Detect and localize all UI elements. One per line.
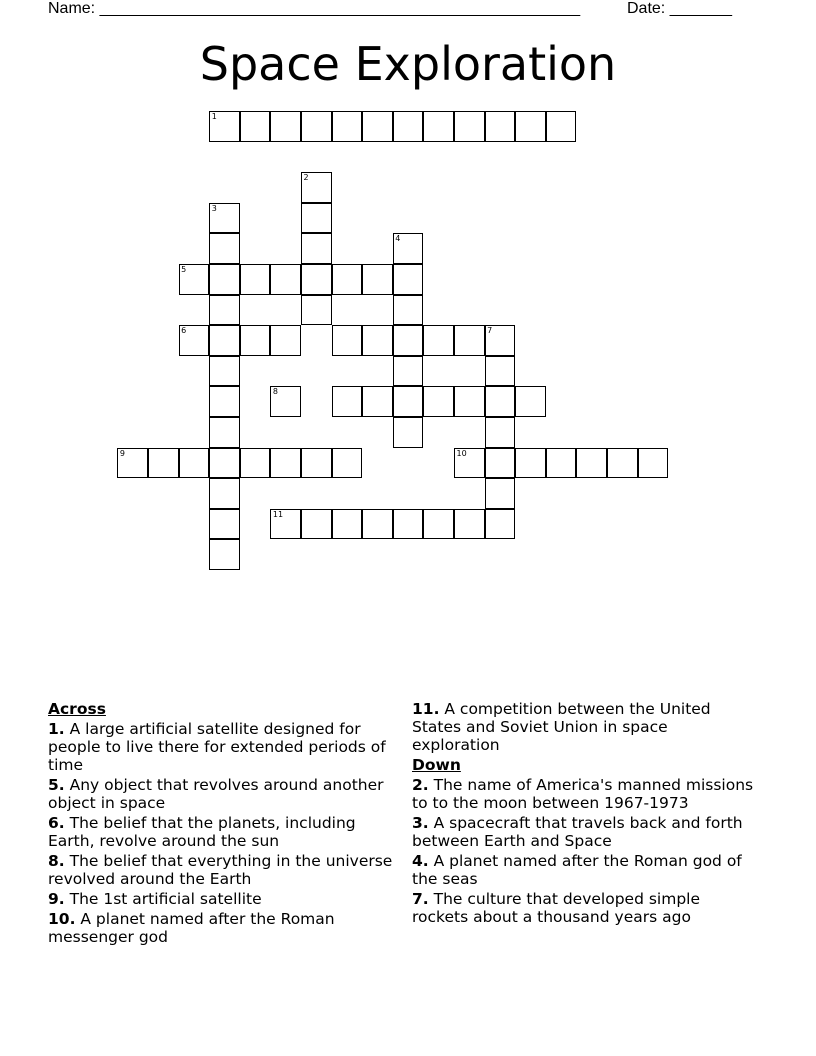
cell-number: 3	[211, 203, 217, 213]
cell-number: 5	[181, 265, 187, 274]
crossword-cell[interactable]	[332, 509, 363, 540]
clue-text: The culture that developed simple rockets about a thousand years ago	[412, 890, 700, 926]
crossword-cell[interactable]	[179, 448, 210, 479]
crossword-cell[interactable]	[270, 448, 301, 479]
clue-text: A planet named after the Roman god of the seas	[412, 852, 742, 888]
clue-across-11	[412, 700, 757, 754]
crossword-cell[interactable]	[209, 539, 240, 570]
crossword-cell[interactable]	[362, 386, 393, 417]
cell-number: 9	[119, 448, 125, 458]
clue-across-9	[48, 890, 393, 908]
crossword-cell[interactable]	[485, 356, 516, 387]
cell-number: 7	[487, 326, 493, 336]
clue-number: 4.	[412, 852, 429, 870]
crossword-cell[interactable]	[209, 478, 240, 509]
crossword-cell[interactable]	[362, 325, 393, 356]
clue-text: A planet named after the Roman messenger god	[48, 910, 335, 946]
across-heading: Across	[48, 700, 106, 718]
crossword-cell[interactable]	[393, 233, 424, 264]
crossword-cell[interactable]	[393, 111, 424, 142]
crossword-cell[interactable]	[362, 264, 393, 295]
clue-number: 10.	[48, 910, 76, 928]
crossword-cell[interactable]	[546, 111, 577, 142]
clue-number: 8.	[48, 852, 65, 870]
crossword-cell[interactable]	[270, 264, 301, 295]
clue-number: 9.	[48, 890, 65, 908]
clue-text: Any object that revolves around another object in space	[48, 776, 384, 812]
crossword-cell[interactable]	[393, 356, 424, 387]
crossword-cell[interactable]	[240, 111, 271, 142]
cell-number: 1	[211, 112, 217, 121]
crossword-cell[interactable]	[515, 386, 546, 417]
clue-text: A spacecraft that travels back and forth between Earth and Space	[412, 814, 743, 850]
crossword-cell[interactable]	[393, 295, 424, 326]
crossword-cell[interactable]	[485, 509, 516, 540]
crossword-cell[interactable]	[423, 386, 454, 417]
clue-number: 11.	[412, 700, 440, 718]
crossword-cell[interactable]	[301, 233, 332, 264]
crossword-cell[interactable]	[485, 386, 516, 417]
crossword-cell[interactable]	[638, 448, 669, 479]
cell-number: 6	[181, 326, 187, 336]
crossword-cell[interactable]	[270, 386, 301, 417]
crossword-cell[interactable]	[423, 325, 454, 356]
clues-left-column	[48, 700, 393, 948]
crossword-cell[interactable]	[362, 509, 393, 540]
crossword-cell[interactable]	[301, 203, 332, 234]
crossword-cell[interactable]	[301, 111, 332, 142]
crossword-cell[interactable]	[209, 417, 240, 448]
clue-number: 2.	[412, 776, 429, 794]
clue-across-10	[48, 910, 393, 946]
crossword-cell[interactable]	[485, 478, 516, 509]
crossword-cell[interactable]	[485, 111, 516, 142]
clue-number: 6.	[48, 814, 65, 832]
cell-number: 10	[456, 448, 467, 458]
crossword-cell[interactable]	[332, 386, 363, 417]
cell-number: 4	[395, 234, 401, 244]
crossword-cell[interactable]	[209, 203, 240, 234]
crossword-cell[interactable]	[576, 448, 607, 479]
date-field-label[interactable]: Date: _______	[627, 0, 732, 17]
clue-down-7	[412, 890, 757, 926]
crossword-cell[interactable]	[423, 111, 454, 142]
clue-number: 5.	[48, 776, 65, 794]
crossword-cell[interactable]	[209, 356, 240, 387]
crossword-cell[interactable]	[515, 111, 546, 142]
crossword-cell[interactable]	[209, 509, 240, 540]
crossword-cell[interactable]	[332, 325, 363, 356]
crossword-cell[interactable]	[301, 264, 332, 295]
crossword-cell[interactable]	[270, 325, 301, 356]
crossword-cell[interactable]	[209, 386, 240, 417]
clue-number: 3.	[412, 814, 429, 832]
page-title: Space Exploration	[199, 37, 617, 91]
crossword-cell[interactable]	[332, 264, 363, 295]
crossword-cell[interactable]	[393, 417, 424, 448]
crossword-cell[interactable]	[209, 111, 240, 142]
crossword-cell[interactable]	[423, 509, 454, 540]
crossword-cell[interactable]	[332, 111, 363, 142]
crossword-cell[interactable]	[546, 448, 577, 479]
crossword-cell[interactable]	[240, 325, 271, 356]
crossword-cell[interactable]	[485, 417, 516, 448]
crossword-cell[interactable]	[301, 295, 332, 326]
crossword-cell[interactable]	[148, 448, 179, 479]
clue-text: The belief that everything in the universe revolved around the Earth	[48, 852, 393, 888]
crossword-cell[interactable]	[209, 295, 240, 326]
crossword-cell[interactable]	[209, 264, 240, 295]
clue-text: A large artificial satellite designed for people to live there for extended periods of time	[48, 720, 386, 774]
crossword-cell[interactable]	[332, 448, 363, 479]
clue-text: The 1st artificial satellite	[64, 890, 262, 908]
crossword-cell[interactable]	[117, 448, 148, 479]
clue-across-5	[48, 776, 393, 812]
cell-number: 2	[303, 173, 309, 183]
crossword-cell[interactable]	[209, 325, 240, 356]
clue-across-1	[48, 720, 393, 774]
clue-across-8	[48, 852, 393, 888]
crossword-cell[interactable]	[301, 509, 332, 540]
crossword-cell[interactable]	[270, 509, 301, 540]
crossword-cell[interactable]	[393, 509, 424, 540]
crossword-cell[interactable]	[485, 325, 516, 356]
crossword-cell[interactable]	[454, 325, 485, 356]
crossword-cell[interactable]	[301, 448, 332, 479]
down-heading: Down	[412, 756, 461, 774]
crossword-cell[interactable]	[485, 448, 516, 479]
crossword-cell[interactable]	[393, 386, 424, 417]
crossword-cell[interactable]	[209, 448, 240, 479]
crossword-cell[interactable]	[454, 509, 485, 540]
crossword-cell[interactable]	[179, 264, 210, 295]
crossword-cell[interactable]	[179, 325, 210, 356]
crossword-cell[interactable]	[607, 448, 638, 479]
clue-across-6	[48, 814, 393, 850]
crossword-cell[interactable]	[454, 111, 485, 142]
crossword-cell[interactable]	[301, 172, 332, 203]
clue-number: 1.	[48, 720, 65, 738]
clue-text: A competition between the United States and Soviet Union in space exploration	[412, 700, 711, 754]
crossword-cell[interactable]	[362, 111, 393, 142]
crossword-cell[interactable]	[270, 111, 301, 142]
clues-right-column	[412, 700, 757, 928]
crossword-cell[interactable]	[240, 264, 271, 295]
clue-down-3	[412, 814, 757, 850]
clue-down-4	[412, 852, 757, 888]
cell-number: 11	[272, 509, 284, 519]
crossword-cell[interactable]	[240, 448, 271, 479]
clue-down-2	[412, 776, 757, 812]
crossword-cell[interactable]	[454, 448, 485, 479]
cell-number: 8	[272, 387, 278, 397]
crossword-cell[interactable]	[209, 233, 240, 264]
crossword-cell[interactable]	[393, 264, 424, 295]
clue-text: The belief that the planets, including Earth, revolve around the sun	[48, 814, 356, 850]
clue-text: The name of America's manned missions to to the moon between 1967-1973	[412, 776, 754, 812]
clue-number: 7.	[412, 890, 429, 908]
crossword-cell[interactable]	[454, 386, 485, 417]
crossword-cell[interactable]	[393, 325, 424, 356]
crossword-cell[interactable]	[515, 448, 546, 479]
name-field-label[interactable]: Name: ______________________________________________________	[48, 0, 581, 17]
